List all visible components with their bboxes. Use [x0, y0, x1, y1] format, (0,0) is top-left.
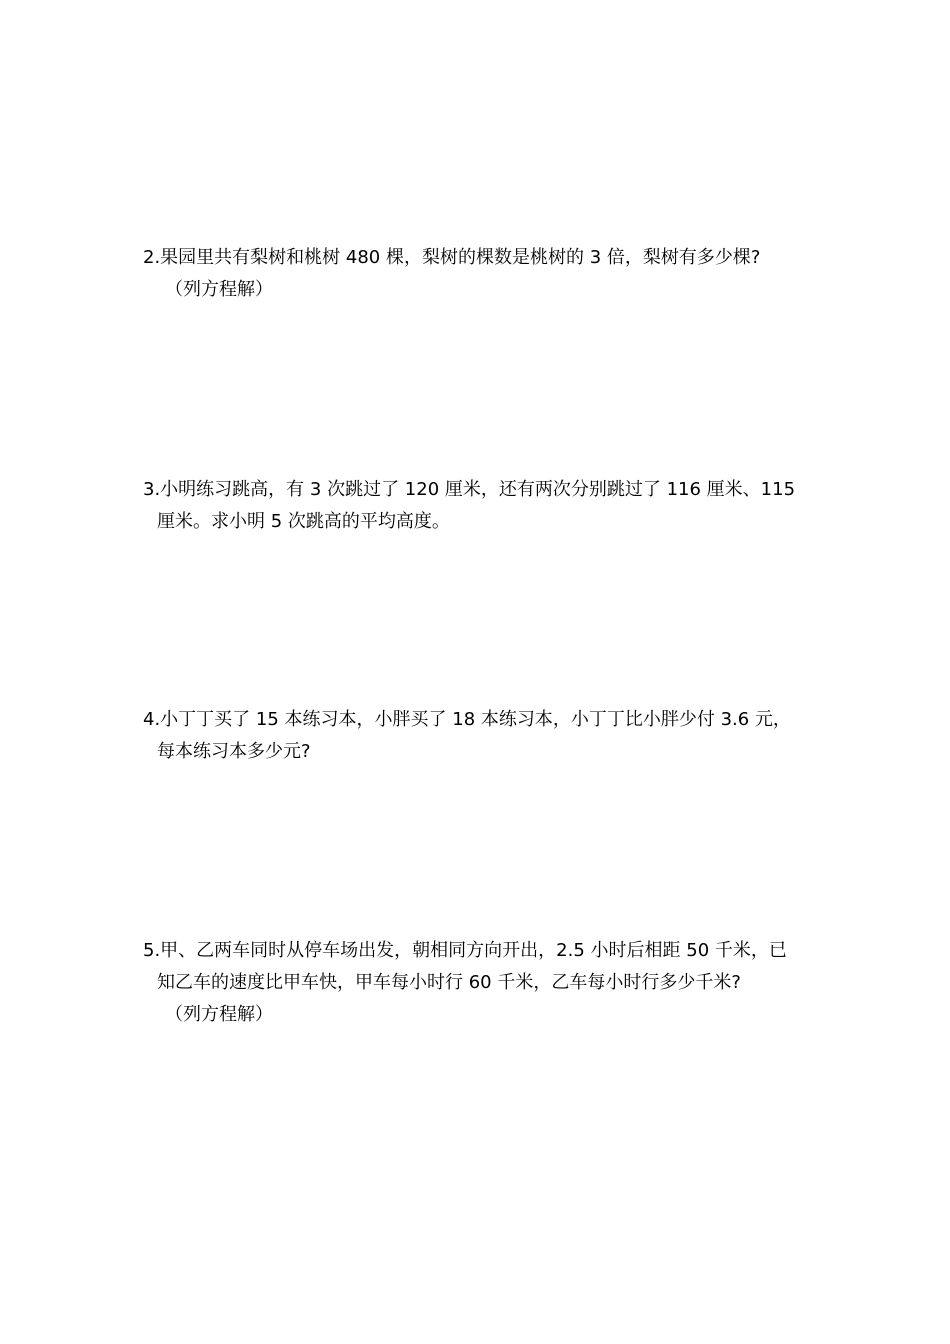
problem-3-question-line-1: 3.小明练习跳高，有 3 次跳过了 120 厘米，还有两次分别跳过了 116 厘米、115	[143, 479, 796, 500]
problem-5-question-line-2: 知乙车的速度比甲车快，甲车每小时行 60 千米，乙车每小时行多少千米?	[157, 972, 741, 993]
problem-5	[143, 936, 823, 1032]
problem-2-instruction: （列方程解）	[165, 279, 273, 300]
problem-4-question-line-2: 每本练习本多少元?	[157, 741, 311, 762]
problem-3-question-line-2: 厘米。求小明 5 次跳高的平均高度。	[157, 511, 450, 532]
problem-2-question: 2.果园里共有梨树和桃树 480 棵，梨树的棵数是桃树的 3 倍，梨树有多少棵?	[143, 247, 761, 268]
problem-5-instruction: （列方程解）	[165, 1004, 273, 1025]
problem-3	[143, 475, 823, 539]
problem-2	[143, 243, 823, 307]
problem-4-question-line-1: 4.小丁丁买了 15 本练习本，小胖买了 18 本练习本，小丁丁比小胖少付 3.6 元，	[143, 709, 791, 730]
problem-5-question-line-1: 5.甲、乙两车同时从停车场出发，朝相同方向开出，2.5 小时后相距 50 千米，已	[143, 940, 787, 961]
problem-4	[143, 705, 823, 769]
